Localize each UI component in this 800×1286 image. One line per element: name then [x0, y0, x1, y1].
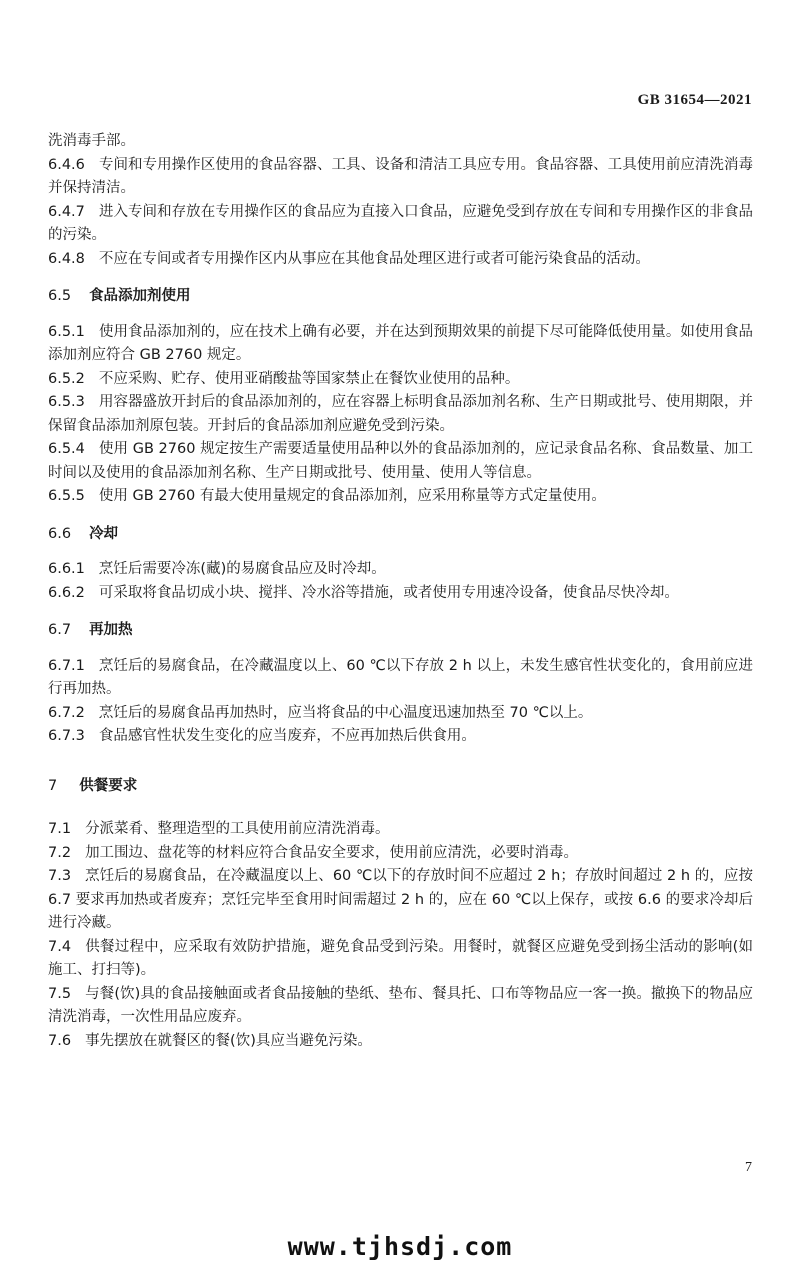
clause-text: 再加热	[89, 622, 133, 638]
clause-text: 专间和专用操作区使用的食品容器、工具、设备和清洁工具应专用。食品容器、工具使用前应清洗消毒并保持清洁。	[48, 156, 753, 196]
clause-number: 6.6.1	[48, 561, 85, 577]
clause-paragraph	[48, 655, 753, 702]
clause-paragraph	[48, 558, 753, 582]
clause-text: 分派菜肴、整理造型的工具使用前应清洗消毒。	[85, 821, 390, 837]
clause-number: 7.2	[48, 844, 72, 861]
section-heading	[48, 285, 753, 309]
clause-text: 烹饪后需要冷冻(藏)的易腐食品应及时冷却。	[98, 561, 386, 577]
clause-number: 6.7.3	[48, 728, 85, 744]
clause-number: 6.5.1	[48, 323, 85, 340]
clause-text: 不应在专间或者专用操作区内从事应在其他食品处理区进行或者可能污染食品的活动。	[98, 250, 650, 267]
clause-number: 6.7.1	[48, 657, 85, 674]
clause-text: 与餐(饮)具的食品接触面或者食品接触的垫纸、垫布、餐具托、口布等物品应一客一换。撤换下的物品应清洗消毒，一次性用品应废弃。	[48, 985, 753, 1025]
clause-number: 6.4.7	[48, 203, 85, 220]
clause-number: 7.6	[48, 1032, 72, 1049]
clause-paragraph	[48, 936, 753, 983]
clause-text: 食品感官性状发生变化的应当废弃，不应再加热后供食用。	[98, 728, 476, 744]
clause-text: 使用 GB 2760 规定按生产需要适量使用品种以外的食品添加剂的，应记录食品名称、食品数量、加工时间以及使用的食品添加剂名称、生产日期或批号、使用量、使用人等信息。	[48, 441, 753, 481]
clause-text: 进入专间和存放在专用操作区的食品应为直接入口食品，应避免受到存放在专间和专用操作区的非食品的污染。	[48, 203, 753, 243]
clause-paragraph	[48, 1030, 753, 1054]
chapter-heading	[48, 775, 753, 799]
clause-paragraph	[48, 368, 753, 392]
clause-number: 6.6	[48, 525, 72, 542]
clause-number: 6.5.4	[48, 441, 85, 457]
clause-text: 冷却	[89, 525, 119, 542]
document-body	[48, 130, 753, 1053]
clause-text: 加工围边、盘花等的材料应符合食品安全要求，使用前应清洗，必要时消毒。	[85, 844, 579, 861]
clause-text: 使用食品添加剂的，应在技术上确有必要，并在达到预期效果的前提下尽可能降低使用量。如使用食品添加剂应符合 GB 2760 规定。	[48, 323, 753, 363]
clause-paragraph	[48, 865, 753, 936]
clause-paragraph	[48, 248, 753, 272]
clause-text: 食品添加剂使用	[89, 288, 191, 304]
clause-paragraph	[48, 321, 753, 368]
clause-number: 6.5	[48, 288, 72, 304]
clause-number: 6.5.5	[48, 488, 85, 504]
clause-text: 使用 GB 2760 有最大使用量规定的食品添加剂，应采用称量等方式定量使用。	[98, 488, 606, 504]
section-heading	[48, 619, 753, 643]
clause-number: 6.7.2	[48, 704, 85, 721]
clause-text: 供餐要求	[79, 777, 138, 794]
page-number: 7	[745, 1160, 752, 1175]
clause-paragraph	[48, 842, 753, 866]
clause-text: 用容器盛放开封后的食品添加剂的，应在容器上标明食品添加剂名称、生产日期或批号、使用期限，并保留食品添加剂原包装。开封后的食品添加剂应避免受到污染。	[48, 394, 753, 434]
clause-paragraph	[48, 485, 753, 509]
clause-number: 6.4.6	[48, 156, 85, 173]
clause-number: 7.4	[48, 938, 72, 955]
clause-number: 7.5	[48, 985, 72, 1002]
clause-paragraph	[48, 983, 753, 1030]
clause-paragraph	[48, 818, 753, 842]
clause-number: 7.3	[48, 868, 72, 884]
clause-number: 6.7	[48, 622, 72, 638]
clause-paragraph	[48, 725, 753, 749]
clause-number: 6.4.8	[48, 250, 85, 267]
clause-number: 6.5.3	[48, 394, 85, 410]
clause-paragraph	[48, 582, 753, 606]
clause-paragraph	[48, 391, 753, 438]
clause-number: 7.1	[48, 821, 72, 837]
clause-text: 供餐过程中，应采取有效防护措施，避免食品受到污染。用餐时，就餐区应避免受到扬尘活动的影响(如施工、打扫等)。	[48, 938, 753, 978]
clause-paragraph	[48, 702, 753, 726]
clause-paragraph	[48, 438, 753, 485]
clause-paragraph	[48, 130, 753, 154]
clause-text: 烹饪后的易腐食品，在冷藏温度以上、60 ℃以下存放 2 h 以上，未发生感官性状变化的，食用前应进行再加热。	[48, 657, 753, 697]
clause-paragraph	[48, 154, 753, 201]
clause-number: 7	[48, 777, 58, 794]
clause-text: 不应采购、贮存、使用亚硝酸盐等国家禁止在餐饮业使用的品种。	[98, 370, 520, 387]
clause-text: 烹饪后的易腐食品再加热时，应当将食品的中心温度迅速加热至 70 ℃以上。	[98, 704, 593, 721]
clause-text: 可采取将食品切成小块、搅拌、冷水浴等措施，或者使用专用速冷设备，使食品尽快冷却。	[98, 584, 679, 601]
section-heading	[48, 523, 753, 547]
clause-paragraph	[48, 201, 753, 248]
clause-text: 烹饪后的易腐食品，在冷藏温度以上、60 ℃以下的存放时间不应超过 2 h；存放时间超过 2 h 的，应按 6.7 要求再加热或者废弃；烹饪完毕至食用时间需超过 2 h 的，应在 60 ℃以上保存，或按 6.6 的要求冷却后进行冷藏。	[48, 868, 753, 931]
clause-number: 6.5.2	[48, 370, 85, 387]
clause-text: 事先摆放在就餐区的餐(饮)具应当避免污染。	[85, 1032, 372, 1049]
clause-text: 洗消毒手部。	[48, 133, 135, 149]
clause-number: 6.6.2	[48, 584, 85, 601]
site-watermark: www.tjhsdj.com	[287, 1232, 513, 1261]
standard-code: GB 31654—2021	[637, 92, 752, 108]
